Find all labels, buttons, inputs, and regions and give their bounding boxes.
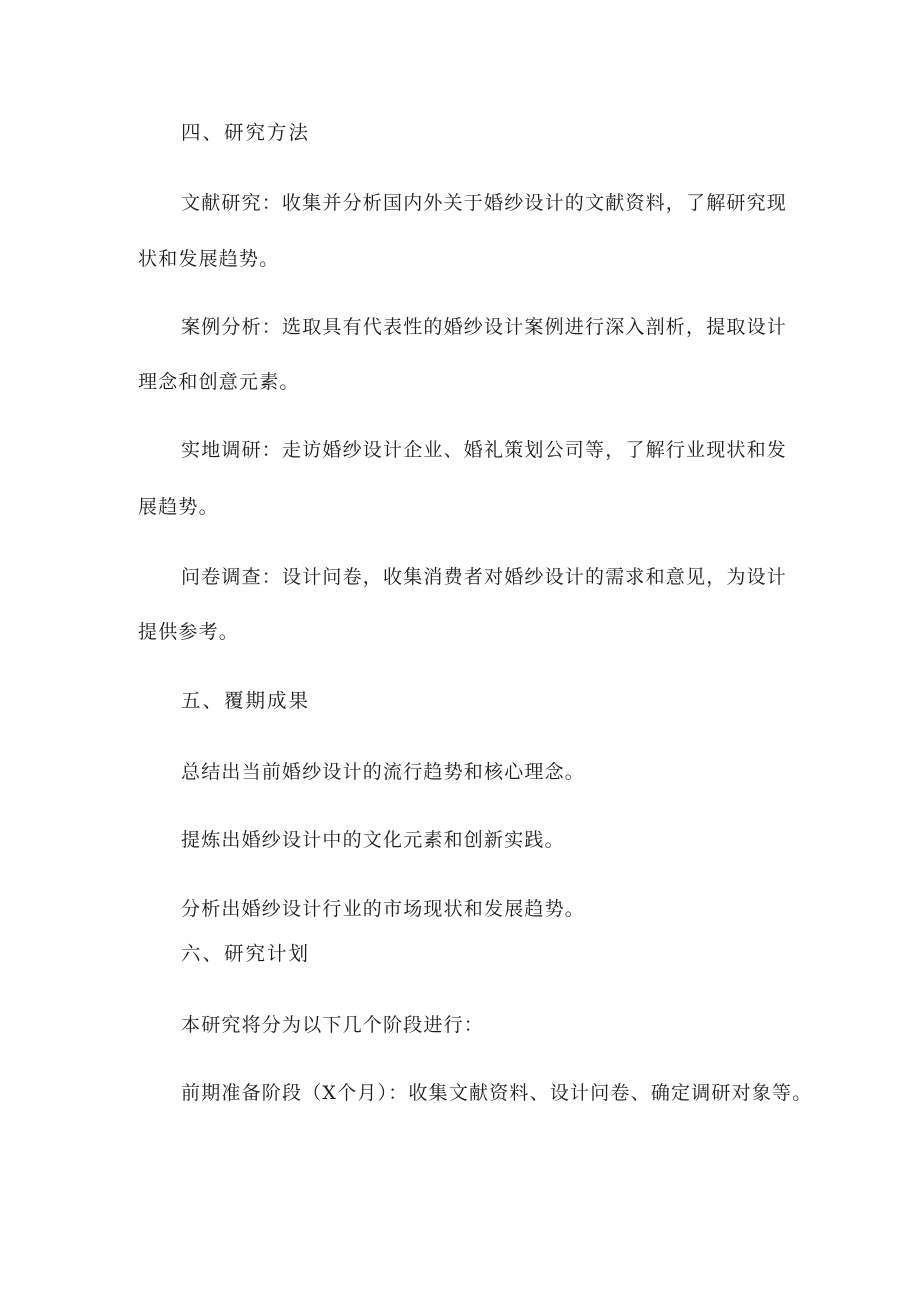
paragraph-questionnaire-line-2: 提供参考。 [138, 621, 240, 643]
plan-stage-preparation: 前期准备阶段（X个月）：收集文献资料、设计问卷、确定调研对象等。 [181, 1082, 813, 1104]
section-heading-research-methods: 四、研究方法 [181, 121, 311, 144]
result-item: 提炼出婚纱设计中的文化元素和创新实践。 [181, 829, 565, 851]
paragraph-field-research-line-2: 展趋势。 [138, 496, 219, 518]
paragraph-literature-line-1: 文献研究：收集并分析国内外关于婚纱设计的文献资料，了解研究现 [181, 192, 788, 214]
paragraph-case-analysis-line-2: 理念和创意元素。 [138, 371, 300, 393]
paragraph-field-research-line-1: 实地调研：走访婚纱设计企业、婚礼策划公司等，了解行业现状和发 [181, 439, 788, 461]
plan-intro: 本研究将分为以下几个阶段进行： [181, 1014, 485, 1036]
paragraph-literature-line-2: 状和发展趋势。 [138, 248, 280, 270]
result-item: 分析出婚纱设计行业的市场现状和发展趋势。 [181, 898, 586, 920]
paragraph-case-analysis-line-1: 案例分析：选取具有代表性的婚纱设计案例进行深入剖析，提取设计 [181, 316, 788, 338]
section-heading-research-plan: 六、研究计划 [181, 942, 311, 965]
paragraph-questionnaire-line-1: 问卷调查：设计问卷，收集消费者对婚纱设计的需求和意见，为设计 [181, 566, 788, 588]
section-heading-expected-results: 五、覆期成果 [181, 689, 311, 712]
result-item: 总结出当前婚纱设计的流行趋势和核心理念。 [181, 761, 586, 783]
